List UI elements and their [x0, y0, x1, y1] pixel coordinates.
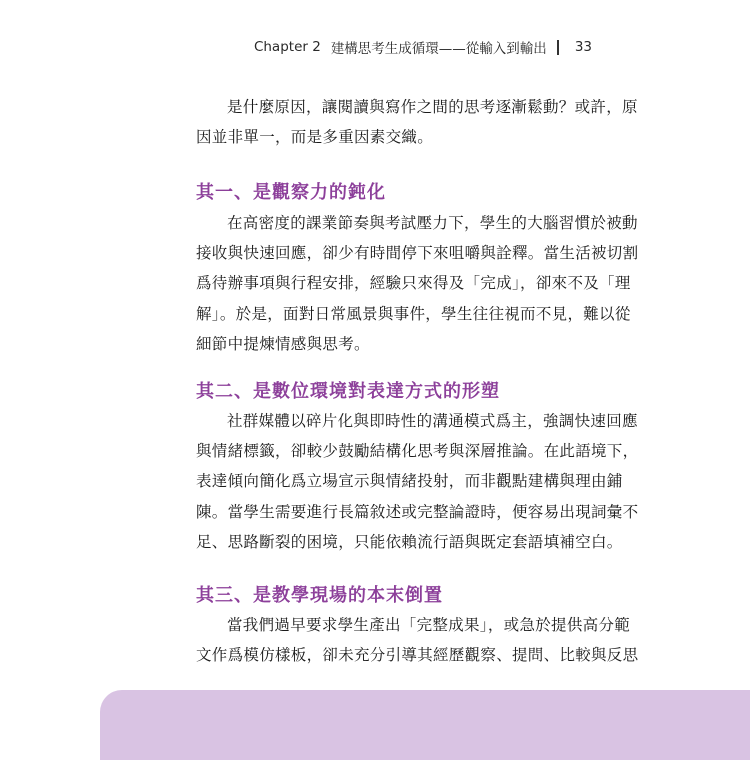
text-line: 陳。當學生需要進行長篇敘述或完整論證時，便容易出現詞彙不 — [196, 502, 639, 521]
text-line: 在高密度的課業節奏與考試壓力下，學生的大腦習慣於被動 — [227, 214, 638, 232]
text-line: 解」。於是，面對日常風景與事件，學生往往視而不見，難以從 — [196, 304, 631, 323]
section-2-paragraph — [196, 406, 638, 557]
chapter-label: Chapter 2 — [253, 39, 321, 55]
text-line: 當我們過早要求學生產出「完整成果」，或急於提供高分範 — [227, 616, 631, 634]
text-line: 文作爲模仿樣板，卻未充分引導其經歷觀察、提問、比較與反思 — [196, 646, 639, 665]
text-line: 因並非單一，而是多重因素交織。 — [196, 128, 434, 147]
text-line: 表達傾向簡化爲立場宣示與情緒投射，而非觀點建構與理由鋪 — [196, 472, 623, 491]
text-line: 社群媒體以碎片化與即時性的溝通模式爲主，強調快速回應 — [227, 412, 638, 430]
running-header — [254, 37, 592, 57]
section-3-paragraph — [196, 610, 638, 670]
intro-paragraph — [196, 92, 638, 152]
header-divider — [557, 40, 559, 55]
section-1-paragraph — [196, 208, 638, 359]
text-line: 接收與快速回應，卻少有時間停下來咀嚼與詮釋。當生活被切割 — [196, 244, 639, 263]
section-heading-3: 其三、是教學現場的本末倒置 — [196, 585, 443, 606]
text-line: 細節中提煉情感與思考。 — [196, 334, 370, 353]
text-line: 與情緒標籤，卻較少鼓勵結構化思考與深層推論。在此語境下， — [196, 442, 639, 461]
page-number: 33 — [574, 39, 592, 55]
section-heading-2: 其二、是數位環境對表達方式的形塑 — [196, 381, 500, 402]
chapter-title: 建構思考生成循環——從輸入到輸出 — [330, 41, 547, 57]
text-line: 爲待辦事項與行程安排，經驗只來得及「完成」，卻來不及「理 — [196, 274, 631, 293]
text-line: 足、思路斷裂的困境，只能依賴流行語與既定套語填補空白。 — [196, 532, 623, 551]
text-line: 是什麼原因，讓閱讀與寫作之間的思考逐漸鬆動？或許，原 — [227, 98, 638, 116]
section-heading-1: 其一、是觀察力的鈍化 — [196, 182, 386, 203]
